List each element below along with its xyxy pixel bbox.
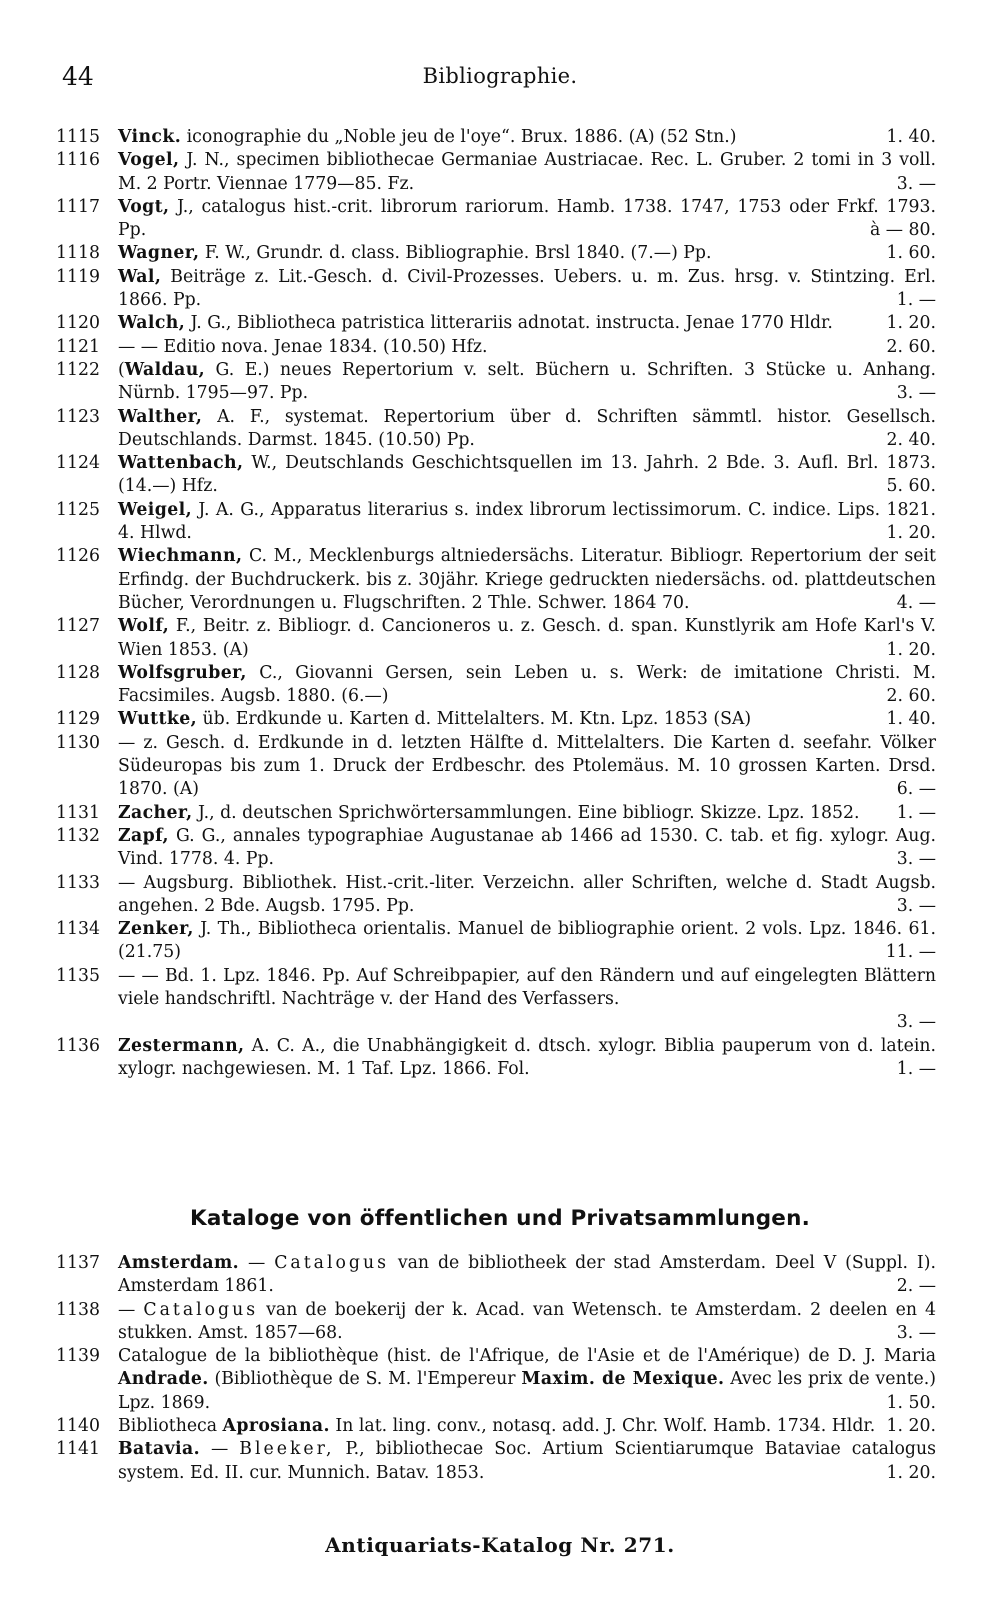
entry-description: — xyxy=(200,1439,240,1460)
entry-price: 1. 40. xyxy=(886,709,936,730)
entry-description: J. N., specimen bibliothecae Germaniae Austriacae. Rec. L. Gruber. 2 tomi in 3 voll. M. 2 Portr. Viennae 1779—85. Fz. xyxy=(118,150,936,194)
entry-price: 11. — xyxy=(885,942,936,963)
catalog-entry xyxy=(56,1252,936,1299)
entry-text xyxy=(118,126,936,149)
entry-heading-name: Wiechmann, xyxy=(118,546,243,567)
entry-number: 1128 xyxy=(56,662,100,683)
entry-number: 1136 xyxy=(56,1035,100,1056)
entry-number: 1134 xyxy=(56,919,100,940)
entry-number: 1124 xyxy=(56,453,100,474)
entry-text xyxy=(118,1252,936,1299)
entry-text xyxy=(118,1438,936,1485)
page-number: 44 xyxy=(62,62,94,91)
entry-heading-name: Wolfsgruber, xyxy=(118,662,247,683)
entry-heading-name: Andrade. xyxy=(118,1369,209,1390)
entry-text xyxy=(118,872,936,919)
entry-number: 1132 xyxy=(56,825,100,846)
entry-text xyxy=(118,149,936,196)
entry-heading-name: Maxim. de Mexique. xyxy=(521,1369,725,1390)
catalog-entry xyxy=(56,359,936,406)
entry-price: 1. 20. xyxy=(886,1462,936,1483)
catalog-entry xyxy=(56,126,936,149)
entry-text xyxy=(118,615,936,662)
catalog-entry xyxy=(56,242,936,265)
entry-price: 1. 20. xyxy=(886,1416,936,1437)
entry-price: 1. 20. xyxy=(886,523,936,544)
catalog-entry xyxy=(56,312,936,335)
entry-text xyxy=(118,545,936,615)
entry-description: üb. Erdkunde u. Karten d. Mittelalters. M. Ktn. Lpz. 1853 (SA) xyxy=(197,709,752,730)
entry-description: C. M., Mecklenburgs altniedersächs. Literatur. Bibliogr. Repertorium der seit Erfindg. der Buchdruckerk. bis z. 30jähr. Kriege gedruckten niedersächs. od. plattdeutschen Bücher, Verordnungen u. Flugschriften. 2 Thle. Schwer. 1864 70. xyxy=(118,546,936,613)
entry-text xyxy=(118,708,936,731)
entry-number: 1131 xyxy=(56,802,100,823)
entry-text xyxy=(118,662,936,709)
entry-heading-name: Zenker, xyxy=(118,919,194,940)
entry-description: In lat. ling. conv., notasq. add. J. Chr. Wolf. Hamb. 1734. Hldr. xyxy=(329,1416,876,1437)
entry-heading-name: Wagner, xyxy=(118,243,200,264)
entry-number: 1126 xyxy=(56,546,100,567)
entry-text xyxy=(118,1035,936,1082)
entry-description: A. F., systemat. Repertorium über d. Schriften sämmtl. histor. Gesellsch. Deutschlands. Darmst. 1845. (10.50) Pp. xyxy=(118,406,936,450)
entry-price: 1. — xyxy=(896,802,936,823)
running-title: Bibliographie. xyxy=(422,64,578,88)
entry-price: 3. — xyxy=(896,173,936,194)
entry-list-bibliographie xyxy=(56,126,936,1081)
entry-description: P., bibliothecae Soc. Artium Scientiarumque Bataviae catalogus system. Ed. II. cur. Munnich. Batav. 1853. xyxy=(118,1439,936,1483)
catalog-entry xyxy=(56,452,936,499)
entry-heading-name: Vinck. xyxy=(118,127,182,147)
entry-price: 2. — xyxy=(896,1276,936,1297)
entry-heading-name: Weigel, xyxy=(118,499,193,520)
entry-description: W., Deutschlands Geschichtsquellen im 13. Jahrh. 2 Bde. 3. Aufl. Brl. 1873. (14.—) Hfz. xyxy=(118,453,936,497)
entry-description: — Augsburg. Bibliothek. Hist.-crit.-liter. Verzeichn. aller Schriften, welche d. Stadt Augsb. angehen. 2 Bde. Augsb. 1795. Pp. xyxy=(118,872,936,916)
entry-description: J. A. G., Apparatus literarius s. index librorum lectissimorum. C. indice. Lips. 1821. 4. Hlwd. xyxy=(118,499,936,544)
entry-price: 3. — xyxy=(896,849,936,870)
entry-number: 1117 xyxy=(56,196,100,217)
entry-price: 2. 60. xyxy=(886,336,936,357)
entry-description: Catalogue de la bibliothèque (hist. de l'Afrique, de l'Asie et de l'Amérique) de D. J. Maria xyxy=(118,1346,936,1367)
entry-price: 6. — xyxy=(896,779,936,800)
entry-text xyxy=(118,802,936,825)
catalog-entry xyxy=(56,1299,936,1346)
entry-description: F. W., Grundr. d. class. Bibliographie. Brsl 1840. (7.—) Pp. xyxy=(199,243,712,264)
entry-number: 1121 xyxy=(56,336,100,357)
entry-price: 1. 20. xyxy=(886,639,936,660)
entry-list-kataloge xyxy=(56,1252,936,1485)
entry-number: 1139 xyxy=(56,1346,100,1367)
entry-description: — xyxy=(118,1299,144,1320)
catalog-entry xyxy=(56,732,936,802)
entry-text xyxy=(118,965,936,1035)
entry-heading-name: Aprosiana. xyxy=(222,1416,330,1437)
entry-price: 5. 60. xyxy=(886,476,936,497)
entry-number: 1115 xyxy=(56,127,100,147)
catalog-entry xyxy=(56,196,936,243)
entry-number: 1123 xyxy=(56,406,100,427)
catalog-footer: Antiquariats-Katalog Nr. 271. xyxy=(325,1533,675,1557)
entry-heading-name: Wolf, xyxy=(118,616,170,637)
section-heading: Kataloge von öffentlichen und Privatsammlungen. xyxy=(190,1206,810,1231)
catalog-entry xyxy=(56,918,936,965)
catalog-entry xyxy=(56,499,936,546)
entry-text xyxy=(118,359,936,406)
entry-description: C., Giovanni Gersen, sein Leben u. s. Werk: de imitatione Christi. M. Facsimiles. Augsb. 1880. (6.—) xyxy=(118,662,936,707)
entry-description: van de bibliotheek der stad Amsterdam. Deel V (Suppl. I). Amsterdam 1861. xyxy=(118,1253,936,1297)
entry-description: J. Th., Bibliotheca orientalis. Manuel de bibliographie orient. 2 vols. Lpz. 1846. 61. (21.75) xyxy=(118,919,936,963)
entry-heading-name: Walther, xyxy=(118,406,203,427)
entry-text xyxy=(118,452,936,499)
entry-description: ( xyxy=(118,359,125,380)
catalog-entry xyxy=(56,266,936,313)
catalog-entry xyxy=(56,802,936,825)
entry-description: Avec les prix de vente.) Lpz. 1869. xyxy=(118,1369,936,1413)
entry-description: (Bibliothèque de S. M. l'Empereur xyxy=(208,1369,522,1390)
entry-text xyxy=(118,1415,936,1438)
entry-description: J., catalogus hist.-crit. librorum rariorum. Hamb. 1738. 1747, 1753 oder Frkf. 1793. Pp. xyxy=(118,196,936,241)
entry-text xyxy=(118,1299,936,1346)
entry-price: 2. 40. xyxy=(886,429,936,450)
entry-price: 1. 40. xyxy=(886,127,936,147)
catalog-entry xyxy=(56,1345,936,1415)
entry-description: Bibliotheca xyxy=(118,1416,223,1437)
catalog-entry xyxy=(56,149,936,196)
entry-price: 3. — xyxy=(896,895,936,916)
entry-number: 1122 xyxy=(56,359,100,380)
entry-heading-name: Wuttke, xyxy=(118,709,198,730)
entry-number: 1129 xyxy=(56,709,100,730)
entry-heading-name: Walch, xyxy=(118,313,186,334)
entry-text xyxy=(118,1345,936,1415)
entry-number: 1118 xyxy=(56,243,100,264)
entry-text xyxy=(118,732,936,802)
entry-description: — — Editio nova. Jenae 1834. (10.50) Hfz. xyxy=(118,336,488,357)
entry-price: 1. — xyxy=(896,290,936,311)
entry-heading-name: Wattenbach, xyxy=(118,453,244,474)
entry-heading-name: Zapf, xyxy=(118,825,169,846)
entry-price: à — 80. xyxy=(869,220,936,241)
entry-text xyxy=(118,918,936,965)
entry-number: 1119 xyxy=(56,266,100,287)
entry-text xyxy=(118,825,936,872)
entry-description: — — Bd. 1. Lpz. 1846. Pp. Auf Schreibpapier, auf den Rändern und auf eingelegten Blättern viele handschriftl. Nachträge v. der Hand des Verfassers. xyxy=(118,965,936,1009)
entry-description: Beiträge z. Lit.-Gesch. d. Civil-Prozesses. Uebers. u. m. Zus. hrsg. v. Stintzing. Erl. 1866. Pp. xyxy=(118,266,936,311)
entry-spaced-word: Catalogus xyxy=(274,1253,389,1273)
entry-price: 4. — xyxy=(896,592,936,613)
entry-number: 1133 xyxy=(56,872,100,893)
catalog-entry xyxy=(56,965,936,1035)
entry-text xyxy=(118,266,936,313)
entry-description: G. G., annales typographiae Augustanae ab 1466 ad 1530. C. tab. et fig. xylogr. Aug. Vind. 1778. 4. Pp. xyxy=(118,825,936,870)
catalog-entry xyxy=(56,662,936,709)
entry-heading-name: Zestermann, xyxy=(118,1035,245,1056)
entry-heading-name: Batavia. xyxy=(118,1439,201,1460)
entry-heading-name: Vogel, xyxy=(118,150,180,171)
entry-number: 1130 xyxy=(56,732,100,753)
catalog-entry xyxy=(56,406,936,453)
entry-description: A. C. A., die Unabhängigkeit d. dtsch. xylogr. Biblia pauperum von d. latein. xylogr. nachgewiesen. M. 1 Taf. Lpz. 1866. Fol. xyxy=(118,1035,936,1079)
entry-number: 1125 xyxy=(56,499,100,520)
entry-description: — z. Gesch. d. Erdkunde in d. letzten Hälfte d. Mittelalters. Die Karten d. seefahr. Völker Südeuropas bis zum 1. Druck der Erdbeschr. des Ptolemäus. M. 10 grossen Karten. Drsd. 1870. (A) xyxy=(118,732,936,800)
entry-description: J., d. deutschen Sprichwörtersammlungen. Eine bibliogr. Skizze. Lpz. 1852. xyxy=(192,802,860,823)
entry-text xyxy=(118,196,936,243)
entry-number: 1140 xyxy=(56,1416,100,1437)
entry-number: 1141 xyxy=(56,1439,100,1460)
catalog-entry xyxy=(56,1035,936,1082)
entry-number: 1127 xyxy=(56,616,100,637)
entry-number: 1137 xyxy=(56,1253,100,1273)
entry-price: 1. 50. xyxy=(886,1392,936,1413)
catalog-entry xyxy=(56,872,936,919)
entry-text xyxy=(118,499,936,546)
entry-description: F., Beitr. z. Bibliogr. d. Cancioneros u. z. Gesch. d. span. Kunstlyrik am Hofe Karl's V. Wien 1853. (A) xyxy=(118,616,936,660)
page-header xyxy=(0,62,1000,92)
entry-number: 1138 xyxy=(56,1299,100,1320)
entry-price: 1. 60. xyxy=(886,243,936,264)
entry-text xyxy=(118,312,936,335)
entry-text xyxy=(118,406,936,453)
catalog-entry xyxy=(56,615,936,662)
entry-price: 3. — xyxy=(896,383,936,404)
entry-price: 3. — xyxy=(896,1012,936,1033)
entry-heading-name: Amsterdam. xyxy=(118,1253,240,1273)
entry-price: 1. 20. xyxy=(886,313,936,334)
catalog-entry xyxy=(56,1438,936,1485)
entry-text xyxy=(118,242,936,265)
entry-description: van de boekerij der k. Acad. van Wetensch. te Amsterdam. 2 deelen en 4 stukken. Amst. 1857—68. xyxy=(118,1299,936,1343)
entry-heading-name: Zacher, xyxy=(118,802,193,823)
entry-description: — xyxy=(239,1253,275,1273)
entry-price: 2. 60. xyxy=(886,686,936,707)
catalog-entry xyxy=(56,708,936,731)
entry-spaced-word: Catalogus xyxy=(143,1299,259,1320)
entry-description: J. G., Bibliotheca patristica litterariis adnotat. instructa. Jenae 1770 Hldr. xyxy=(185,313,833,334)
entry-text xyxy=(118,336,936,359)
catalog-entry xyxy=(56,545,936,615)
entry-heading-name: Wal, xyxy=(118,266,162,287)
entry-price: 3. — xyxy=(896,1322,936,1343)
catalog-entry xyxy=(56,1415,936,1438)
entry-price: 1. — xyxy=(896,1058,936,1079)
entry-description: G. E.) neues Repertorium v. selt. Büchern u. Schriften. 3 Stücke u. Anhang. Nürnb. 1795—97. Pp. xyxy=(118,359,936,404)
entry-number: 1120 xyxy=(56,313,100,334)
catalog-entry xyxy=(56,336,936,359)
entry-spaced-word: Bleeker, xyxy=(239,1439,335,1460)
entry-heading-name: Vogt, xyxy=(118,196,170,217)
entry-number: 1116 xyxy=(56,150,100,171)
entry-heading-name: Waldau, xyxy=(124,359,206,380)
entry-number: 1135 xyxy=(56,965,100,986)
catalog-entry xyxy=(56,825,936,872)
entry-description: iconographie du „Noble jeu de l'oye“. Brux. 1886. (A) (52 Stn.) xyxy=(181,127,737,147)
